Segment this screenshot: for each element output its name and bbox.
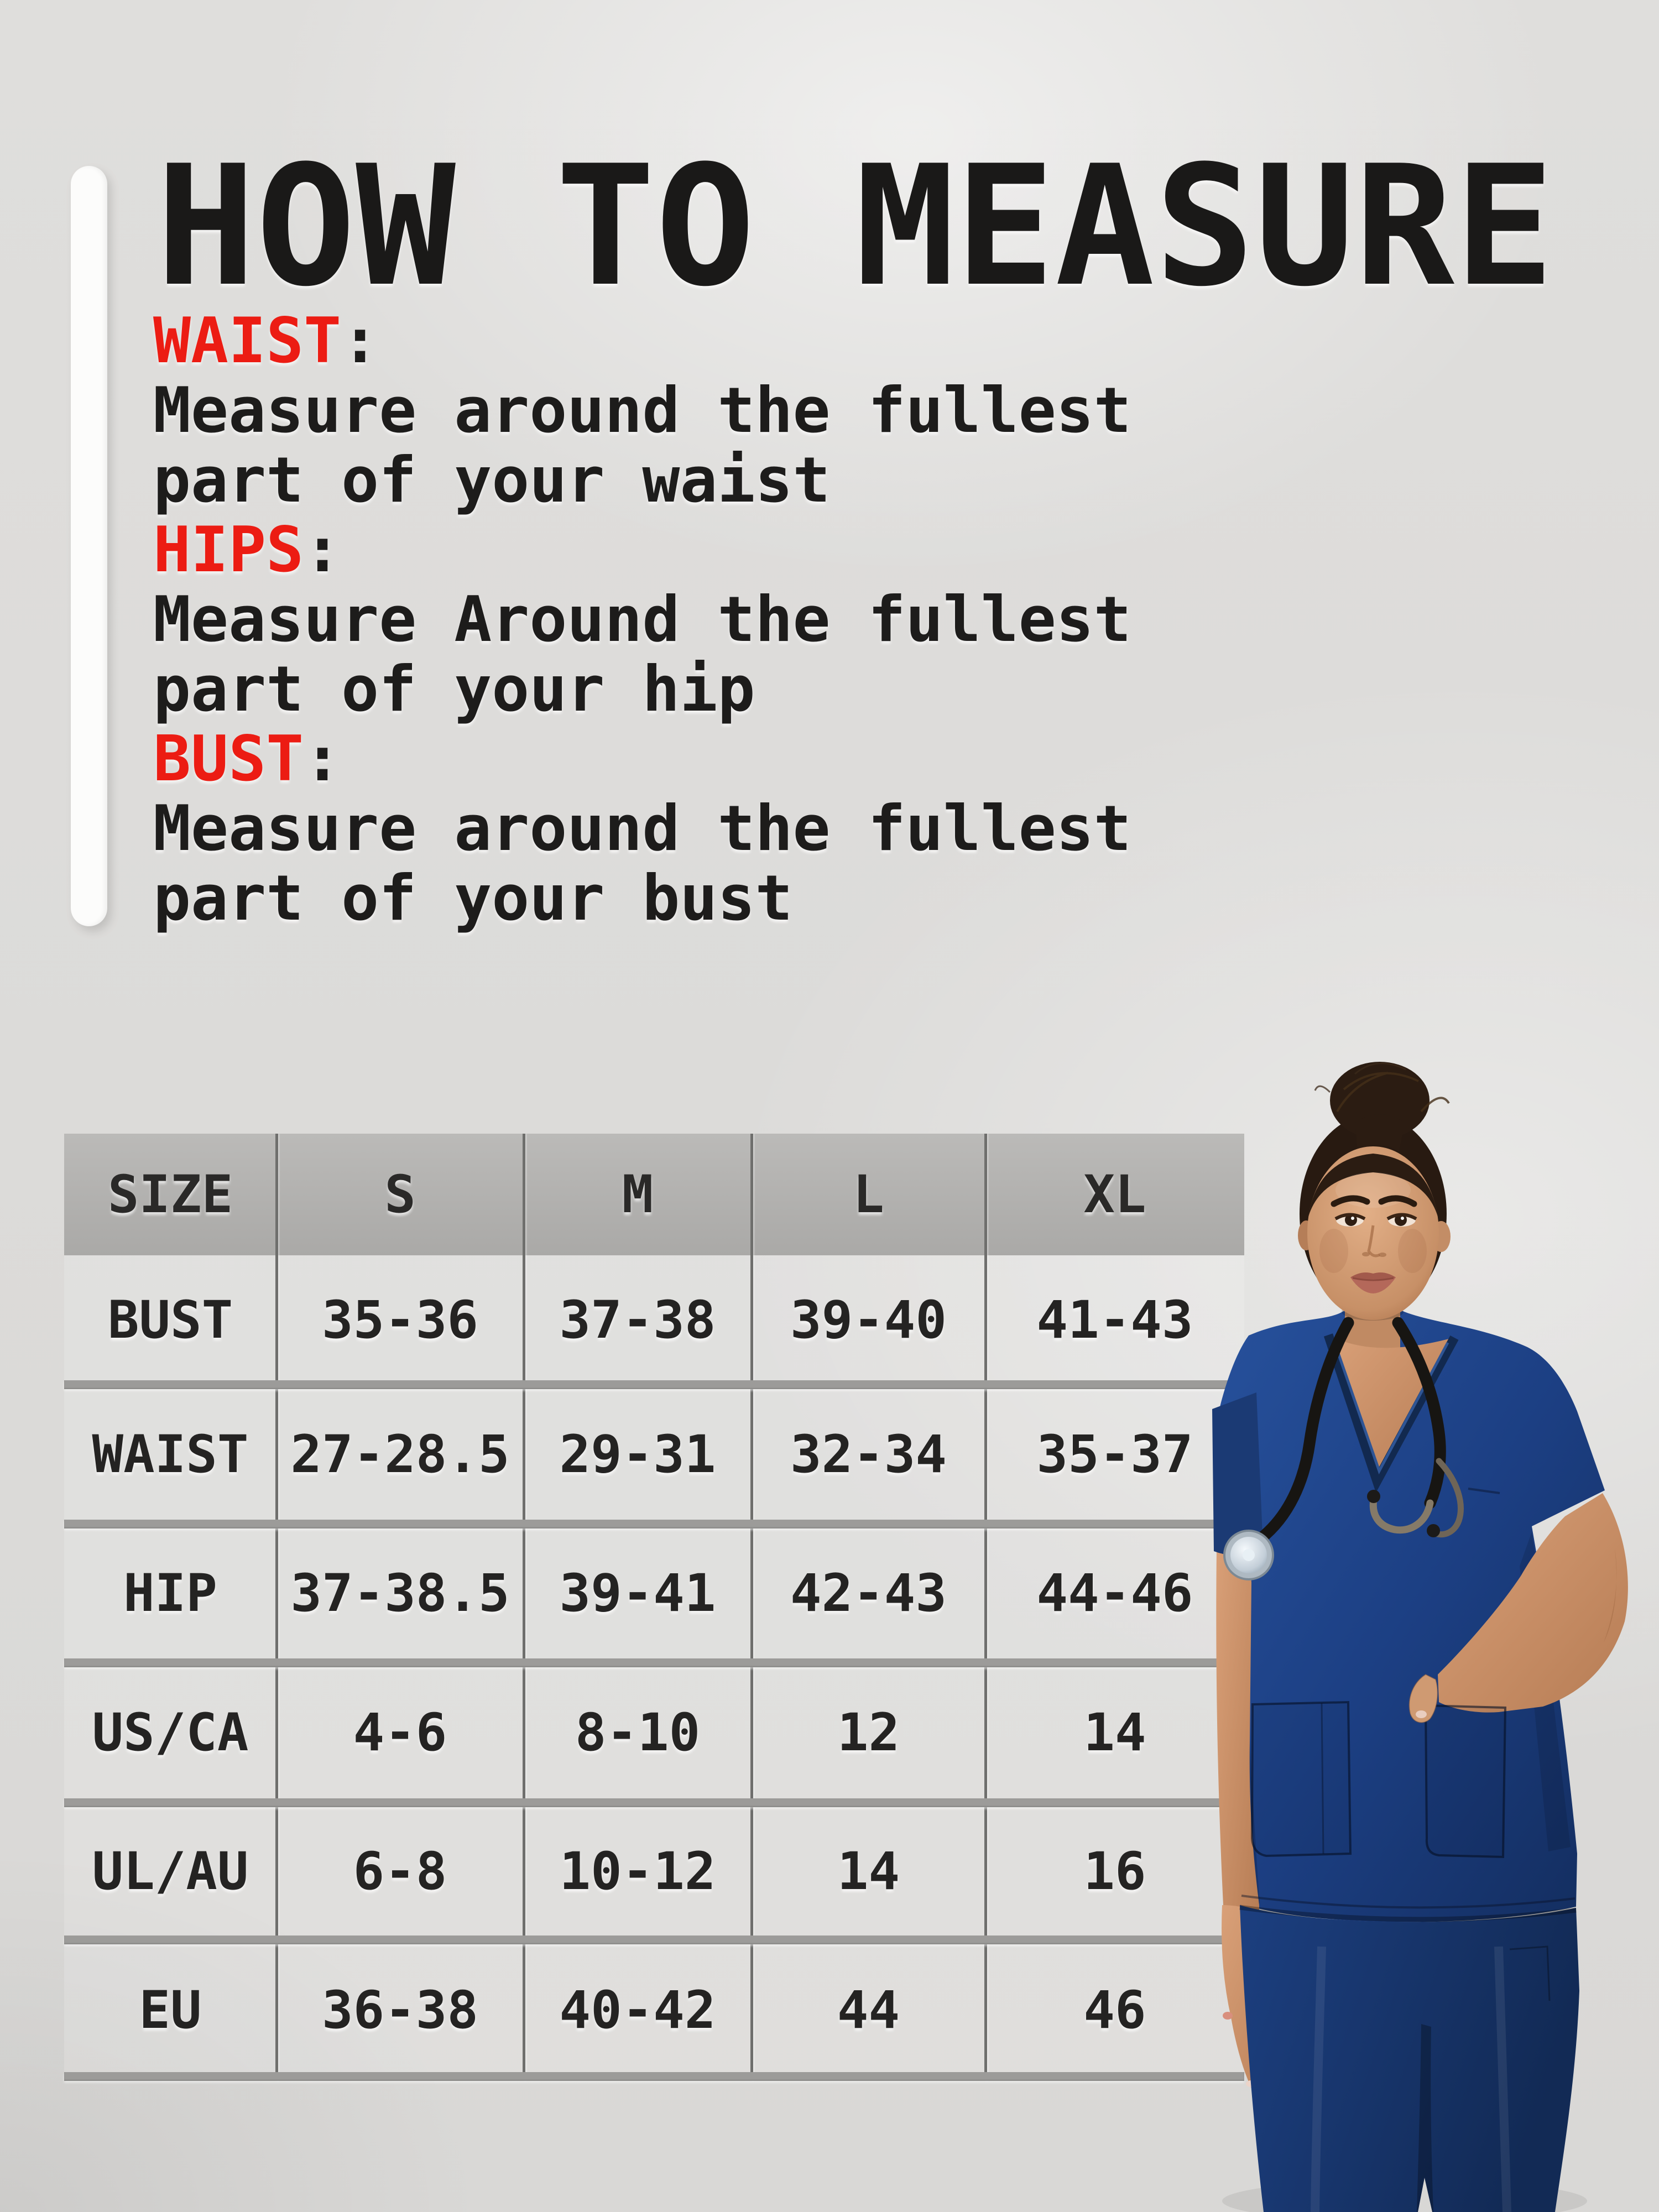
cell-value: 32-34 — [790, 1424, 947, 1485]
eye-glint — [1351, 1217, 1354, 1220]
white-accent-bar — [71, 166, 107, 926]
pocket-left — [1252, 1702, 1350, 1856]
cell-value: 37-38 — [559, 1290, 716, 1350]
table-header-row — [64, 1134, 1244, 1255]
size-chart-table — [64, 1134, 1244, 2081]
cell-value: 6-8 — [353, 1841, 447, 1902]
guide-heading-colon: : — [304, 513, 342, 586]
row-divider — [64, 1380, 1244, 1389]
guide-line: Measure around the fullest — [153, 792, 1131, 865]
row-divider — [64, 1798, 1244, 1807]
guide-heading-hips — [153, 515, 1131, 585]
cell-value: 8-10 — [575, 1703, 701, 1763]
model-illustration — [1212, 1062, 1628, 2212]
table-row-ulau — [64, 1803, 1244, 1940]
guide-line: part of your waist — [153, 444, 831, 517]
nostril — [1362, 1252, 1370, 1256]
cell-value: 39-40 — [790, 1290, 947, 1350]
row-label: WAIST — [92, 1424, 249, 1485]
page-title: HOW TO MEASURE — [156, 130, 1554, 323]
cell-value: 39-41 — [559, 1563, 716, 1624]
eye-glint — [1401, 1217, 1404, 1220]
guide-heading-bust — [153, 724, 1131, 794]
cell-value: 27-28.5 — [290, 1424, 510, 1485]
cell-value: 42-43 — [790, 1563, 947, 1624]
header-cell-m: M — [622, 1164, 654, 1225]
cell-value: 41-43 — [1036, 1290, 1193, 1350]
cell-value: 16 — [1083, 1841, 1146, 1902]
row-label: BUST — [107, 1290, 233, 1350]
stethoscope-eartip — [1367, 1490, 1380, 1503]
table-row-waist — [64, 1385, 1244, 1524]
cheek-contour — [1398, 1229, 1427, 1273]
row-label: EU — [139, 1980, 202, 2041]
nostril — [1379, 1253, 1386, 1257]
measure-guide — [153, 306, 1131, 933]
model-photo-nurse-in-scrubs — [1189, 1051, 1659, 2212]
guide-line: Measure around the fullest — [153, 374, 1131, 447]
cell-value: 29-31 — [559, 1424, 716, 1485]
cell-value: 14 — [1083, 1703, 1146, 1763]
header-cell-s: S — [384, 1164, 416, 1225]
table-row-hip — [64, 1524, 1244, 1663]
fingernail — [1223, 2012, 1233, 2020]
header-cell-size: SIZE — [107, 1164, 233, 1225]
row-divider — [64, 2072, 1244, 2081]
guide-heading-label: WAIST — [153, 304, 342, 377]
stethoscope-center — [1243, 1549, 1255, 1561]
cell-value: 10-12 — [559, 1841, 716, 1902]
guide-line: part of your hip — [153, 653, 755, 726]
stethoscope-eartip — [1427, 1524, 1440, 1537]
cell-value: 4-6 — [353, 1703, 447, 1763]
cell-value: 44-46 — [1036, 1563, 1193, 1624]
guide-line: Measure Around the fullest — [153, 583, 1131, 656]
guide-line: part of your bust — [153, 862, 793, 935]
thumbnail-nail — [1416, 1710, 1427, 1718]
table-row-eu — [64, 1940, 1244, 2081]
cell-value: 12 — [837, 1703, 900, 1763]
guide-heading-colon: : — [304, 722, 342, 795]
row-label: US/CA — [92, 1703, 249, 1763]
row-label: HIP — [123, 1563, 217, 1624]
guide-heading-label: BUST — [153, 722, 304, 795]
cell-value: 46 — [1083, 1980, 1146, 2041]
cell-value: 36-38 — [322, 1980, 478, 2041]
scrub-pants — [1240, 1905, 1579, 2212]
table-row-usca — [64, 1663, 1244, 1803]
cheek-contour — [1319, 1229, 1348, 1273]
cell-value: 35-37 — [1036, 1424, 1193, 1485]
cell-value: 44 — [837, 1980, 900, 2041]
guide-heading-waist — [153, 306, 1131, 375]
cell-value: 37-38.5 — [290, 1563, 510, 1624]
header-cell-xl: XL — [1083, 1164, 1146, 1225]
table-row-bust — [64, 1255, 1244, 1385]
cell-value: 14 — [837, 1841, 900, 1902]
row-divider — [64, 1936, 1244, 1944]
pocket-right — [1426, 1705, 1505, 1857]
cell-value: 35-36 — [322, 1290, 478, 1350]
row-divider — [64, 1520, 1244, 1528]
row-divider — [64, 1658, 1244, 1667]
header-cell-l: L — [853, 1164, 884, 1225]
guide-heading-label: HIPS — [153, 513, 304, 586]
guide-heading-colon: : — [341, 304, 379, 377]
cell-value: 40-42 — [559, 1980, 716, 2041]
forehead-highlight — [1335, 1172, 1411, 1208]
row-label: UL/AU — [92, 1841, 249, 1902]
